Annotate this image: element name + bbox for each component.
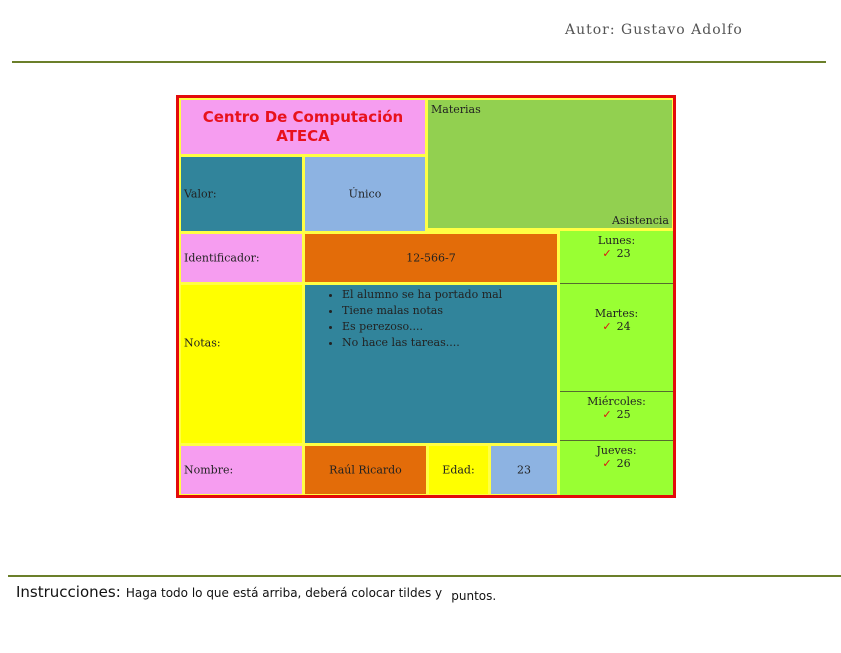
title-line-2: ATECA: [276, 127, 330, 145]
title-line-1: Centro De Computación: [202, 108, 404, 126]
identificador-label: Identificador:: [184, 251, 260, 265]
footer-rule: [8, 575, 841, 577]
check-icon: ✓: [602, 247, 612, 260]
author-label: Autor: Gustavo Adolfo: [565, 22, 743, 38]
edad-value: 23: [517, 463, 531, 477]
day-jueves: [560, 440, 673, 495]
instructions: [16, 582, 496, 601]
day-value: 24: [616, 320, 631, 333]
edad-value-cell: [491, 446, 557, 494]
day-martes: [560, 283, 673, 391]
instructions-tail: puntos.: [451, 589, 497, 603]
nombre-value-cell: [305, 446, 426, 494]
notas-list: [305, 288, 557, 349]
asistencia-label: Asistencia: [611, 214, 669, 227]
identificador-value-cell: [305, 234, 557, 282]
school-title: [181, 100, 425, 154]
notas-label-cell: [181, 285, 302, 443]
identificador-value: 12-566-7: [406, 251, 456, 265]
attendance-days: [560, 231, 673, 495]
valor-label: Valor:: [184, 187, 217, 201]
day-label: Lunes:: [597, 234, 636, 247]
nota-item: • Es perezoso....: [342, 320, 557, 333]
instructions-lead: Instrucciones:: [16, 583, 121, 601]
school-board: [176, 95, 676, 498]
nombre-label: Nombre:: [184, 463, 234, 477]
day-miercoles: [560, 391, 673, 440]
day-value: 26: [616, 457, 631, 470]
check-icon: ✓: [602, 457, 612, 470]
day-value: 25: [616, 408, 631, 421]
materias-label: Materias: [431, 103, 481, 116]
day-lunes: [560, 231, 673, 283]
nota-item: • El alumno se ha portado mal: [342, 288, 557, 301]
identificador-label-cell: [181, 234, 302, 282]
day-label: Jueves:: [596, 444, 637, 457]
nota-item: • Tiene malas notas: [342, 304, 557, 317]
valor-label-cell: [181, 157, 302, 231]
day-value: 23: [616, 247, 631, 260]
check-icon: ✓: [602, 408, 612, 421]
valor-value: Único: [348, 187, 382, 201]
notas-label: Notas:: [184, 336, 221, 350]
instructions-text: Haga todo lo que está arriba, deberá colocar tildes y: [125, 586, 443, 600]
day-label: Martes:: [594, 307, 639, 320]
day-label: Miércoles:: [587, 395, 646, 408]
valor-value-cell: [305, 157, 425, 231]
edad-label-cell: [429, 446, 488, 494]
edad-label: Edad:: [442, 463, 475, 477]
notas-list-cell: [305, 285, 557, 443]
check-icon: ✓: [602, 320, 612, 333]
header-rule: [12, 61, 826, 63]
nota-item: • No hace las tareas....: [342, 336, 557, 349]
nombre-label-cell: [181, 446, 302, 494]
materias-cell: [428, 100, 672, 228]
nombre-value: Raúl Ricardo: [329, 463, 402, 477]
